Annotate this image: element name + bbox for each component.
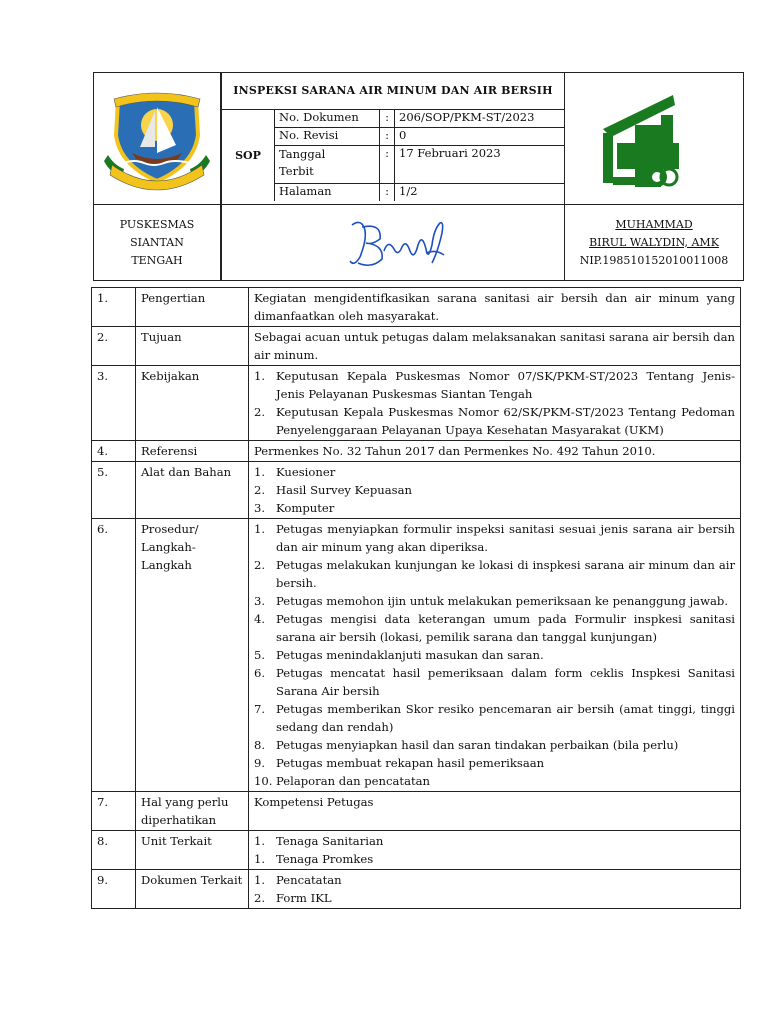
list-item: 3. Komputer <box>254 501 335 515</box>
list-item: 7. Petugas memberikan Skor resiko pencemaran air bersih (amat tinggi, tinggi sedang dan rendah) <box>254 702 735 734</box>
institution-line: TENGAH <box>131 253 183 267</box>
institution-line: SIANTAN <box>130 235 184 249</box>
row-number: 9. <box>92 870 136 909</box>
sop-title-block <box>222 73 565 205</box>
row-label: Hal yang perlu diperhatikan <box>136 792 249 831</box>
documents-list <box>254 871 735 907</box>
row-label: Dokumen Terkait <box>136 870 249 909</box>
logo-cell <box>94 73 221 205</box>
signature-cell <box>222 205 565 281</box>
table-row <box>92 870 741 909</box>
row-content <box>249 519 741 792</box>
list-item: 3. Petugas memohon ijin untuk melakukan pemeriksaan ke penanggung jawab. <box>254 594 729 608</box>
document-title: INSPEKSI SARANA AIR MINUM DAN AIR BERSIH <box>222 73 564 109</box>
institution-line: PUSKESMAS <box>119 217 195 231</box>
row-number: 1. <box>92 288 136 327</box>
signer-name-1: MUHAMMAD <box>615 217 693 231</box>
list-item: 2. Petugas melakukan kunjungan ke lokasi di inspkesi sarana air minum dan air bersih. <box>254 558 735 590</box>
list-item: 1. Petugas menyiapkan formulir inspeksi sanitasi sesuai jenis sarana air bersih dan air minum yang akan diperiksa. <box>254 522 735 554</box>
row-number: 6. <box>92 519 136 792</box>
province-logo <box>94 73 220 201</box>
institution-cell <box>94 205 221 281</box>
sop-header <box>93 72 744 281</box>
row-content <box>249 366 741 441</box>
table-row <box>92 327 741 366</box>
meta-label: Halaman <box>275 183 380 201</box>
meta-sep: : <box>380 109 395 127</box>
meta-label: No. Revisi <box>275 128 380 146</box>
row-label: Referensi <box>136 441 249 462</box>
policy-list <box>254 367 735 439</box>
row-content <box>249 831 741 870</box>
procedure-list <box>254 520 735 790</box>
table-row <box>92 441 741 462</box>
row-number: 5. <box>92 462 136 519</box>
table-row <box>92 519 741 792</box>
meta-label: Tanggal <box>279 147 326 162</box>
meta-label-date <box>275 146 380 183</box>
signature <box>222 205 564 277</box>
row-label: Tujuan <box>136 327 249 366</box>
meta-value-doc-number: 206/SOP/PKM-ST/2023 <box>395 109 565 127</box>
table-row <box>92 792 741 831</box>
list-item: 10. Pelaporan dan pencatatan <box>254 774 431 788</box>
meta-sep: : <box>380 183 395 201</box>
row-content <box>249 870 741 909</box>
row-number: 7. <box>92 792 136 831</box>
meta-value-revision: 0 <box>395 128 565 146</box>
row-content: Kegiatan mengidentifkasikan sarana sanitasi air bersih dan air minum yang dimanfaatkan oleh masyarakat. <box>249 288 741 327</box>
row-label: Prosedur/ Langkah-Langkah <box>136 519 249 792</box>
row-label: Unit Terkait <box>136 831 249 870</box>
meta-label-2: Terbit <box>279 164 314 179</box>
list-item: 1. Tenaga Promkes <box>254 852 374 866</box>
row-number: 8. <box>92 831 136 870</box>
list-item: 5. Petugas menindaklanjuti masukan dan saran. <box>254 648 544 662</box>
row-content <box>249 462 741 519</box>
tools-list <box>254 463 735 517</box>
list-item: 1. Pencatatan <box>254 873 342 887</box>
row-content: Kompetensi Petugas <box>249 792 741 831</box>
table-row <box>92 462 741 519</box>
list-item: 1. Kuesioner <box>254 465 336 479</box>
units-list <box>254 832 735 868</box>
row-number: 2. <box>92 327 136 366</box>
sop-label: SOP <box>222 109 275 201</box>
list-item: 8. Petugas menyiapkan hasil dan saran tindakan perbaikan (bila perlu) <box>254 738 679 752</box>
list-item: 1. Keputusan Kepala Puskesmas Nomor 07/SK/PKM-ST/2023 Tentang Jenis-Jenis Pelayanan Puskesmas Siantan Tengah <box>254 369 735 401</box>
meta-sep: : <box>380 128 395 146</box>
list-item: 2. Keputusan Kepala Puskesmas Nomor 62/SK/PKM-ST/2023 Tentang Pedoman Penyelenggaraan Pelayanan Upaya Kesehatan Masyarakat (UKM) <box>254 405 735 437</box>
meta-value-page: 1/2 <box>395 183 565 201</box>
list-item: 4. Petugas mengisi data keterangan umum pada Formulir inspkesi sanitasi sarana air bersih (lokasi, pemilik sarana dan tanggal kunjungan) <box>254 612 735 644</box>
list-item: 2. Form IKL <box>254 891 332 905</box>
table-row <box>92 366 741 441</box>
row-label: Pengertian <box>136 288 249 327</box>
health-logo-cell <box>565 73 744 205</box>
puskesmas-logo <box>565 73 743 201</box>
list-item: 9. Petugas membuat rekapan hasil pemeriksaan <box>254 756 545 770</box>
signer-name-2: BIRUL WALYDIN, AMK <box>589 235 719 249</box>
row-number: 4. <box>92 441 136 462</box>
meta-label: No. Dokumen <box>275 109 380 127</box>
signer-cell <box>565 205 744 281</box>
table-row <box>92 831 741 870</box>
meta-value-date: 17 Februari 2023 <box>395 146 565 183</box>
row-content: Permenkes No. 32 Tahun 2017 dan Permenkes No. 492 Tahun 2010. <box>249 441 741 462</box>
row-label: Alat dan Bahan <box>136 462 249 519</box>
list-item: 1. Tenaga Sanitarian <box>254 834 384 848</box>
sop-content-table <box>91 287 741 909</box>
list-item: 2. Hasil Survey Kepuasan <box>254 483 413 497</box>
table-row <box>92 288 741 327</box>
row-label: Kebijakan <box>136 366 249 441</box>
meta-sep: : <box>380 146 395 183</box>
signer-nip: NIP.198510152010011008 <box>579 253 729 267</box>
row-content: Sebagai acuan untuk petugas dalam melaksanakan sanitasi sarana air bersih dan air minum. <box>249 327 741 366</box>
list-item: 6. Petugas mencatat hasil pemeriksaan dalam form ceklis Inspkesi Sanitasi Sarana Air bersih <box>254 666 735 698</box>
row-number: 3. <box>92 366 136 441</box>
